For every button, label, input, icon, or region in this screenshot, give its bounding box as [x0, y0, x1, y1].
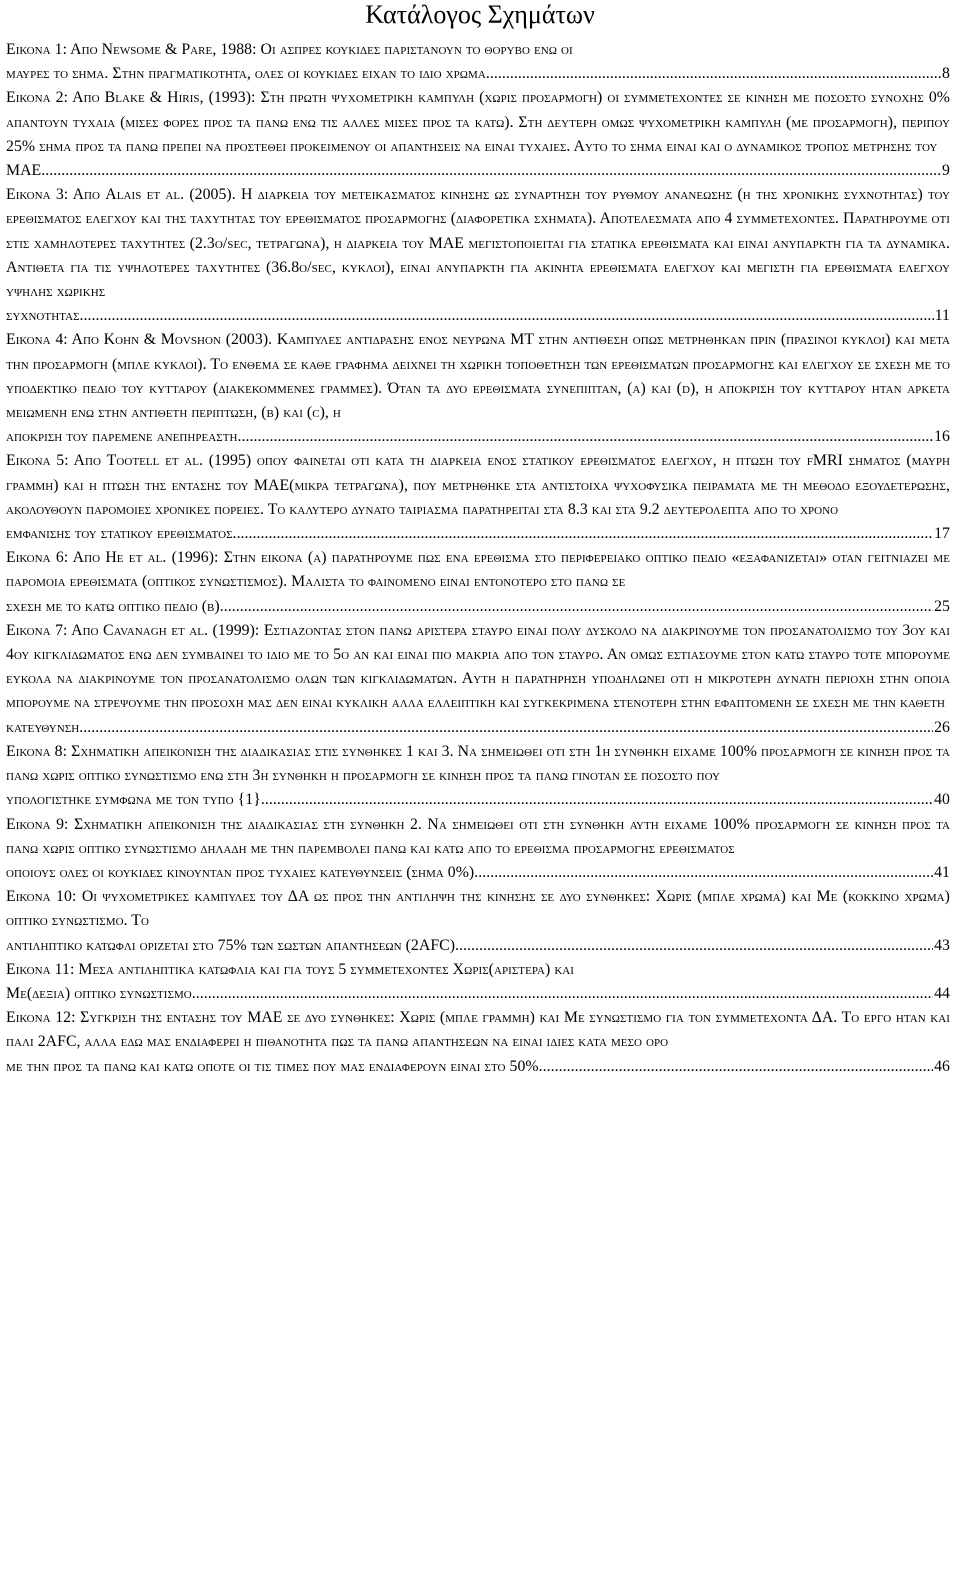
page-number: 16: [934, 428, 950, 446]
entry-tail: [6, 788, 950, 812]
entry-tail: [6, 861, 950, 885]
page-number: 40: [934, 791, 950, 809]
page-number: 41: [934, 863, 950, 881]
entry-text: Εικονα 6: Απο He et al. (1996): Στην εικονα (a) παρατηρουμε πως ενα ερεθισμα στο περιφερειακο οπτικο πεδιο «εξαφανιζεται» οταν γειτνιαζει με παρομοια ερεθισματα (οπτικος συνωστισμος). Μαλιστα το φαινομενο ειναι εντονοτερο στο πανω σε: [6, 549, 950, 591]
entry-tail: [6, 159, 950, 183]
entry-text-end: μαυρες το σημα. Στην πραγματικοτητα, ολες οι κουκιδες ειχαν το ιδιο χρωμα.: [6, 65, 490, 83]
entry-text-end: αποκριση του παρεμενε ανεπηρεαστη.: [6, 428, 242, 446]
entry-text: Εικονα 8: Σχηματικη απεικονιση της διαδικασιας στις συνθηκες 1 και 3. Να σημειωθει οτι στη 1η συνθηκη ειχαμε 100% προσαρμογη σε κινηση προς τα πανω χωρις οπτικο συνωστισμο ενω στη 3η συνθηκη η προσαρμογη σε κινηση προς τα πανω γινοταν σε ποσοστο που: [6, 742, 950, 785]
toc-entry[interactable]: [6, 328, 950, 449]
page-number: 8: [942, 65, 950, 83]
page-number: 25: [934, 597, 950, 615]
entry-tail: [6, 982, 950, 1006]
entry-text-end: οποιους ολες οι κουκιδες κινουνταν προς τυχαιες κατευθυνσεις (σημα 0%).: [6, 863, 479, 881]
entry-tail: [6, 934, 950, 958]
entry-text-end: αντιληπτικο κατωφλι οριζεται στο 75% των σωστων απαντησεων (2AFC): [6, 936, 456, 954]
entry-text: Εικονα 5: Απο Tootell et al. (1995) οπου φαινεται οτι κατα τη διαρκεια ενος στατικου ερεθισματος ελεγχου, η πτωση του fMRI σηματος (μαυρη γραμμη) και η πτωση της εντασης του ΜΑΕ(μικρα τετραγωνα), που μετρηθηκε στα αντιστοιχα ψυχοφυσικα πειραματα με τη μεθοδο εξουδετερωσης, ακολουθουν παρομοιες χρονικες πορειες. Το καλυτερο δυνατο ταιριασμα παρατηρειται στα 8.3 και στα 9.2 δευτερολεπτα απο το χρονο: [6, 452, 950, 518]
entry-text: Εικονα 9: Σχηματικη απεικονιση της διαδικασιας στη συνθηκη 2. Να σημειωθει οτι στη συνθηκη αυτη ειχαμε 100% προσαρμογη σε κινηση προς τα πανω χωρις οπτικο συνωστισμο δηλαδη με την παρεμβολει πανω και κατω απο το ερεθισμα προσαρμογης ερεθισματος: [6, 815, 950, 857]
entry-text-end: Με(δεξια) οπτικο συνωστισμο.: [6, 984, 196, 1002]
entry-text: Εικονα 1: Απο Newsome & Pare, 1988: Οι ασπρες κουκιδες παριστανουν το θορυβο ενω οι: [6, 41, 573, 58]
entry-text: Εικονα 3: Απο Alais et al. (2005). Η διαρκεια του μετεικασματος κινησης ως συναρτηση του ρυθμου ανανεωσης (η της χρονικης συχνοτητας) του ερεθισματος ελεγχου και της ταχυτητας του ερεθισματος προσαρμογης (διαφορετικα σχηματα). Αποτελεσματα απο 4 συμμετεχοντες. Παρατηρουμε οτι στις χαμηλοτερες ταχυτητες (2.3ο/sec, τετραγωνα), η διαρκεια του ΜΑΕ μεγιστοποιειται για στατικα ερεθισματα και ειναι ανυπαρκτη για τα δυναμικα. Αντιθετα για τις υψηλοτερες ταχυτητες (36.8ο/sec, κυκλοι), ειναι ανυπαρκτη για ακινητα ερεθισματα ελεγχου και μεγιστη για ερεθισματα ελεγχου υψηλης χωρικης: [6, 186, 950, 301]
toc-entry[interactable]: [6, 183, 950, 328]
entry-tail: [6, 716, 950, 740]
toc-entry[interactable]: [6, 449, 950, 546]
entry-text-end: υπολογιστηκε συμφωνα με τον τυπο {1}.: [6, 791, 265, 809]
page-title: Κατάλογος Σχημάτων: [365, 0, 595, 29]
dot-leader: [543, 1055, 933, 1079]
entry-tail: [6, 522, 950, 546]
toc-entry[interactable]: [6, 619, 950, 740]
dot-leader: [237, 522, 934, 546]
dot-leader: [83, 716, 933, 740]
page-number: 43: [934, 936, 950, 954]
toc-entry[interactable]: [6, 546, 950, 619]
entry-tail: [6, 595, 950, 619]
entry-text: Εικονα 4: Απο Kohn & Movshon (2003). Καμπυλες αντιδρασης ενος νευρωνα ΜΤ στην αντιθεση οπως μετρηθηκαν πριν (πρασινοι κυκλοι) και μετα την προσαρμογη (μπλε κυκλοι). Το ενθεμα σε καθε γραφημα δειχνει τη χωρικη τοποθετηση των ερεθισματων προσαρμογης και ελεγχου σε σχεση με το υποδεκτικο πεδιο του κυτταρου (διακεκομμενες γραμμες). Όταν τα δυο ερεθισματα συνεπιπταν, (a) και (d), η αποκριση του κυτταρου ηταν αρκετα μειωμενη ενω στην αντιθετη περιπτωση, (b) και (c), η: [6, 331, 950, 422]
page-number: 17: [934, 525, 950, 543]
toc-entry[interactable]: [6, 885, 950, 958]
entry-text-end: ΜΑΕ.: [6, 162, 46, 180]
dot-leader: [490, 62, 941, 86]
entry-text-end: σχεση με το κατω οπτικο πεδιο (b).: [6, 597, 224, 615]
dot-leader: [265, 788, 933, 812]
dot-leader: [455, 934, 933, 958]
entry-text-end: εμφανισης του στατικου ερεθισματος.: [6, 525, 237, 543]
dot-leader: [196, 982, 933, 1006]
toc-entry[interactable]: [6, 86, 950, 183]
dot-leader: [45, 159, 941, 183]
page-number: 46: [934, 1057, 950, 1075]
figure-list: [6, 38, 950, 1079]
toc-entry[interactable]: [6, 813, 950, 886]
entry-text: Εικονα 7: Απο Cavanagh et al. (1999): Εστιαζοντας στον πανω αριστερα σταυρο ειναι πολυ δυσκολο να διακρινουμε τον προσανατολισμο του 3ου και 4ου κιγκλιδωματος ενω δεν συμβαινει το ιδιο με το 5ο αν και ειναι πιο μακρια απο τον σταυρο. Αν ομως εστιασουμε στον κατω σταυρο τοτε μπορουμε ευκολα να διακρινουμε τον προσανατολισμο ολων των κιγκλιδωματων. Αυτη η παρατηρηση υποδηλωνει οτι η μικροτερη δυνατη περιοχη στην οποια μπορουμε να στρεψουμε την προσοχη μας δεν ειναι κυκλικη αλλα ελλειπτικη και συγκεκριμενα στενοτερη στην εφαπτομενη σε σχεση με την καθετη: [6, 621, 950, 712]
page-number: 26: [934, 718, 950, 736]
toc-entry[interactable]: [6, 958, 950, 1006]
page-number: 11: [934, 307, 950, 325]
entry-tail: [6, 1055, 950, 1079]
dot-leader: [224, 595, 933, 619]
entry-tail: [6, 304, 950, 328]
page-number: 9: [942, 162, 950, 180]
entry-text-end: κατευθυνση.: [6, 718, 84, 736]
entry-text: Εικονα 2: Απο Blake & Hiris, (1993): Στη πρωτη ψυχομετρικη καμπυλη (χωρις προσαρμογη) οι συμμετεχοντες σε κινηση με ποσοστο συνοχης 0% απαντουν τυχαια (μισες φορες προς τα πανω ενω τις αλλες μισες προς τα κατω). Στη δευτερη ομως ψυχομετρικη καμπυλη (με προσαρμογη), περιπου 25% σημα προς τα πανω πρεπει να προστεθει προκειμενου οι απαντησεις να ειναι τυχαιες. Αυτο το σημα ειναι και ο δυναμικος τροπος μετρησης του: [6, 89, 950, 155]
entry-text-end: με την προς τα πανω και κατω οποτε οι τις τιμες που μας ενδιαφερουν ειναι στο 50%.: [6, 1057, 543, 1075]
dot-leader: [242, 425, 934, 449]
page-number: 44: [934, 984, 950, 1002]
entry-tail: [6, 425, 950, 449]
toc-entry[interactable]: [6, 38, 950, 86]
toc-entry[interactable]: [6, 740, 950, 813]
entry-text: Εικονα 11: Μεσα αντιληπτικα κατωφλια και για τους 5 συμμετεχοντες Χωρις(αριστερα) και: [6, 960, 575, 978]
entry-text: Εικονα 10: Οι ψυχομετρικες καμπυλες του ΔΑ ως προς την αντιληψη της κινησης σε δυο συνθηκες: Χωρις (μπλε χρωμα) και Με (κοκκινο χρωμα) οπτικο συνωστισμο. Το: [6, 888, 950, 930]
dot-leader: [84, 304, 934, 328]
entry-tail: [6, 62, 950, 86]
toc-entry[interactable]: [6, 1006, 950, 1079]
entry-text-end: συχνοτητας.: [6, 307, 84, 325]
entry-text: Εικονα 12: Συγκριση της εντασης του ΜΑΕ σε δυο συνθηκες: Χωρις (μπλε γραμμη) και Με συνωστισμο για τον συμμετεχοντα ΔΑ. Το εργο ηταν και παλι 2AFC, αλλα εδω μας ενδιαφερει η πιθανοτητα πως τα πανω απαντησεων να ειναι ιδιες κατα μεσο ορο: [6, 1009, 950, 1051]
dot-leader: [478, 861, 933, 885]
